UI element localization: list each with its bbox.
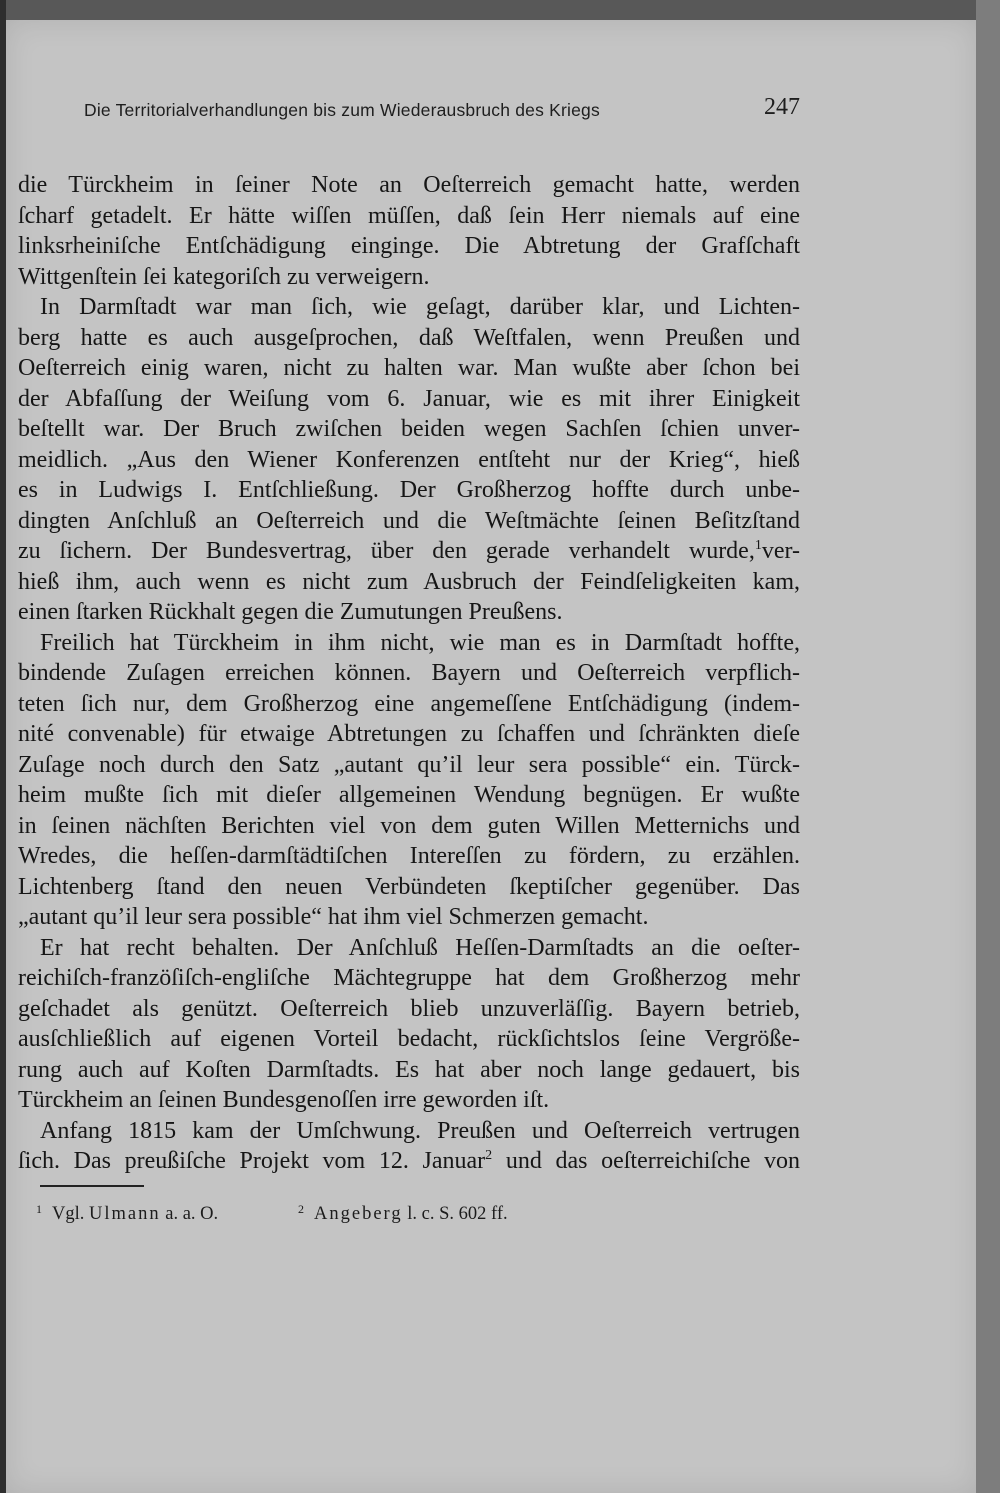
text-line: die Türckheim in ſeiner Note an Oeſterreich gemacht hatte, werden bbox=[18, 172, 800, 198]
footnote-divider bbox=[40, 1185, 144, 1187]
text-line: ausſchließlich auf eigenen Vorteil bedacht, rückſichtslos ſeine Vergröße- bbox=[18, 1026, 800, 1052]
running-title: Die Territorialverhandlungen bis zum Wiederausbruch des Kriegs bbox=[84, 100, 600, 120]
text-line: bindende Zuſagen erreichen können. Bayern und Oeſterreich verpflich- bbox=[18, 660, 800, 686]
text-line-segment: ſich. Das preußiſche Projekt vom 12. Januar bbox=[18, 1148, 486, 1174]
text-line: Zuſage noch durch den Satz „autant qu’il leur sera possible“ ein. Türck- bbox=[18, 751, 800, 778]
text-line: Er hat recht behalten. Der Anſchluß Heſſen-Darmſtadts an die oeſter- bbox=[40, 934, 800, 961]
footnote-text: a. a. O. bbox=[165, 1204, 219, 1224]
text-line: einen ſtarken Rückhalt gegen die Zumutungen Preußens. bbox=[18, 599, 563, 625]
text-line-with-footnote bbox=[18, 536, 800, 567]
footnote-text: Vgl. bbox=[52, 1204, 85, 1224]
text-line: Wredes, die heſſen-darmſtädtiſchen Intereſſen zu fördern, zu erzählen. bbox=[18, 843, 800, 869]
text-line: Oeſterreich einig waren, nicht zu halten war. Man wußte aber ſchon bei bbox=[18, 355, 800, 381]
text-line: hieß ihm, auch wenn es nicht zum Ausbruch der Feindſeligkeiten kam, bbox=[18, 568, 800, 595]
text-line: geſchadet als genützt. Oeſterreich blieb unzuverläſſig. Bayern betrieb, bbox=[18, 995, 800, 1022]
text-line-segment: zu ſichern. Der Bundesvertrag, über den gerade verhandelt wurde, bbox=[18, 538, 755, 564]
footnote-marker: 1 bbox=[36, 1202, 42, 1216]
footnote-2 bbox=[298, 1202, 508, 1225]
text-line: „autant qu’il leur sera possible“ hat ihm viel Schmerzen gemacht. bbox=[18, 904, 649, 930]
page-header bbox=[18, 88, 800, 132]
text-line: nité convenable) für etwaige Abtretungen zu ſchaffen und ſchränkten dieſe bbox=[18, 721, 800, 747]
footnotes bbox=[36, 1202, 736, 1230]
text-line-segment: ver- bbox=[761, 538, 800, 564]
text-line: berg hatte es auch ausgeſprochen, daß Weſtfalen, wenn Preußen und bbox=[18, 324, 800, 351]
footnote-reference: 2 bbox=[485, 1148, 493, 1163]
text-line: Anfang 1815 kam der Umſchwung. Preußen und Oeſterreich vertrugen bbox=[40, 1117, 800, 1144]
text-line: ſcharf getadelt. Er hätte wiſſen müſſen, daß ſein Herr niemals auf eine bbox=[18, 202, 800, 229]
text-line: der Abfaſſung der Weiſung vom 6. Januar, wie es mit ihrer Einigkeit bbox=[18, 385, 800, 412]
footnote-author: Ulmann bbox=[89, 1204, 161, 1224]
text-line: linksrheiniſche Entſchädigung einginge. Die Abtretung der Grafſchaft bbox=[18, 233, 800, 259]
text-line: Türckheim an ſeinen Bundesgenoſſen irre geworden iſt. bbox=[18, 1087, 550, 1113]
text-line: Wittgenſtein ſei kategoriſch zu verweigern. bbox=[18, 263, 430, 290]
text-line: beſtellt war. Der Bruch zwiſchen beiden wegen Sachſen ſchien unver- bbox=[18, 416, 800, 442]
text-line: heim mußte ſich mit dieſer allgemeinen Wendung begnügen. Er wußte bbox=[18, 782, 800, 808]
text-line-with-footnote bbox=[18, 1146, 800, 1177]
text-line: rung auch auf Koſten Darmſtadts. Es hat aber noch lange gedauert, bis bbox=[18, 1056, 800, 1083]
text-line: reichiſch-franzöſiſch-engliſche Mächtegruppe hat dem Großherzog mehr bbox=[18, 965, 800, 991]
text-line: Freilich hat Türckheim in ihm nicht, wie man es in Darmſtadt hoffte, bbox=[40, 629, 800, 656]
text-line-segment: und das oeſterreichiſche von bbox=[505, 1148, 800, 1174]
text-line: es in Ludwigs I. Entſchließung. Der Großherzog hoffte durch unbe- bbox=[18, 477, 800, 503]
text-line: in ſeinen nächſten Berichten viel von dem guten Willen Metternichs und bbox=[18, 812, 800, 839]
footnote-text: l. c. S. 602 ff. bbox=[407, 1204, 508, 1224]
text-line: meidlich. „Aus den Wiener Konferenzen entſteht nur der Krieg“, hieß bbox=[18, 446, 800, 473]
footnote-1 bbox=[36, 1202, 218, 1225]
page-number: 247 bbox=[764, 94, 800, 120]
scan-right-edge bbox=[976, 0, 1000, 1493]
footnote-reference: 1 bbox=[754, 538, 762, 553]
text-line: teten ſich nur, dem Großherzog eine angemeſſene Entſchädigung (indem- bbox=[18, 690, 800, 717]
text-line: Lichtenberg ſtand den neuen Verbündeten ſkeptiſcher gegenüber. Das bbox=[18, 873, 800, 900]
footnote-author: Angeberg bbox=[314, 1204, 403, 1224]
footnote-marker: 2 bbox=[298, 1202, 304, 1216]
text-line: dingten Anſchluß an Oeſterreich und die Weſtmächte ſeinen Beſitzſtand bbox=[18, 507, 800, 534]
text-line: In Darmſtadt war man ſich, wie geſagt, darüber klar, und Lichten- bbox=[40, 294, 800, 320]
body-text bbox=[18, 170, 800, 1177]
